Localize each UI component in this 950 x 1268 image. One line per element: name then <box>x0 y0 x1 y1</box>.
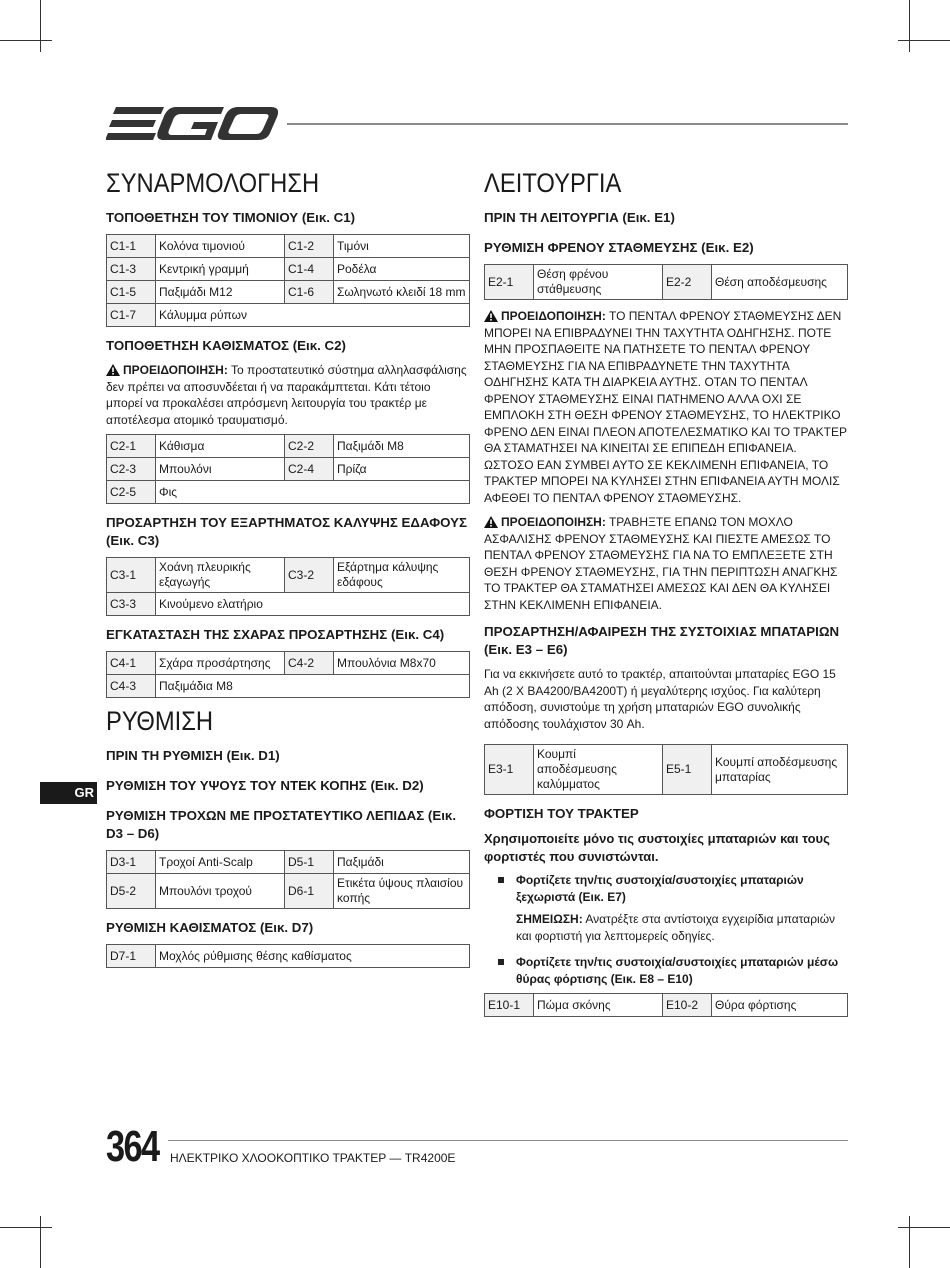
warning-c2 <box>106 362 470 428</box>
crop-mark <box>898 1227 950 1228</box>
table-cell: D6-1 <box>285 874 334 909</box>
table-cell: Κουμπί αποδέσμευσης καλύμματος <box>534 745 663 795</box>
note <box>484 911 848 944</box>
table-cell: C3-2 <box>285 558 334 593</box>
crop-mark <box>909 0 910 52</box>
table-cell: E10-1 <box>485 994 534 1017</box>
paragraph-e3: Για να εκκινήσετε αυτό το τρακτέρ, απαιτούνται μπαταρίες EGO 15 Ah (2 X BA4200/BA4200T) ή μεγαλύτερης ισχύος. Για καλύτερη απόδοση, συνιστούμε τη χρήση μπαταριών EGO συνολικής απόδοσης τουλάχιστον 30 Ah. <box>484 667 836 731</box>
table-cell: Θέση αποδέσμευσης <box>712 265 848 300</box>
heading-d2: ΡΥΘΜΙΣΗ ΤΟΥ ΥΨΟΥΣ ΤΟΥ ΝΤΕΚ ΚΟΠΗΣ (Εικ. D2) <box>106 778 424 793</box>
note-label: ΣΗΜΕΙΩΣΗ: <box>516 912 583 926</box>
table-cell: C2-3 <box>107 458 156 481</box>
heading-c4: ΕΓΚΑΤΑΣΤΑΣΗ ΤΗΣ ΣΧΑΡΑΣ ΠΡΟΣΑΡΤΗΣΗΣ (Εικ. C4) <box>106 627 445 642</box>
warning-e2-a <box>484 308 848 506</box>
charge-list <box>484 954 848 987</box>
table-row <box>107 235 470 258</box>
heading-d1: ΠΡΙΝ ΤΗ ΡΥΘΜΙΣΗ (Εικ. D1) <box>106 748 280 763</box>
bullet-icon <box>498 959 504 965</box>
crop-mark <box>0 1227 52 1228</box>
table-row <box>107 851 470 874</box>
right-column <box>484 168 848 1025</box>
parts-table-c4 <box>106 651 470 698</box>
parts-table-c3 <box>106 557 470 616</box>
table-cell: Παξιμάδι M8 <box>334 435 470 458</box>
table-cell: Θέση φρένου στάθμευσης <box>534 265 663 300</box>
parts-table-c1 <box>106 234 470 327</box>
page-number: 364 <box>106 1122 159 1171</box>
table-row <box>485 994 848 1017</box>
list-item <box>484 954 848 987</box>
table-cell: D5-1 <box>285 851 334 874</box>
charge-list <box>484 872 848 905</box>
language-tab-label: GR <box>74 785 94 800</box>
warning-e2-b <box>484 514 848 613</box>
table-row <box>107 304 470 327</box>
heading-charge: ΦΟΡΤΙΣΗ ΤΟΥ ΤΡΑΚΤΕΡ <box>484 806 639 821</box>
table-cell: Μοχλός ρύθμισης θέσης καθίσματος <box>156 945 470 968</box>
section-title-assembly: ΣΥΝΑΡΜΟΛΟΓΗΣΗ <box>106 168 320 198</box>
warning-text: Το προστατευτικό σύστημα αλληλασφάλισης δεν πρέπει να αποσυνδέεται ή να παρακάμπτεται. Κάτι τέτοιο μπορεί να προκαλέσει απρόσμενη λειτουργία του τρακτέρ με αποτέλεσμα ατομικό τραυματισμό. <box>106 363 467 427</box>
table-cell: C1-1 <box>107 235 156 258</box>
bullet-icon <box>498 877 504 883</box>
list-item-text: Φορτίζετε την/τις συστοιχία/συστοιχίες μπαταριών μέσω θύρας φόρτισης (Εικ. E8 – E10) <box>516 955 839 986</box>
list-item <box>484 872 848 905</box>
parts-table-d7 <box>106 944 470 968</box>
table-cell: C1-5 <box>107 281 156 304</box>
table-row <box>107 258 470 281</box>
table-row <box>107 435 470 458</box>
table-cell: C1-2 <box>285 235 334 258</box>
table-cell: E2-1 <box>485 265 534 300</box>
section-title-operation: ΛΕΙΤΟΥΡΓΙΑ <box>484 168 622 198</box>
footer-rule <box>168 1140 848 1141</box>
heading-c2: ΤΟΠΟΘΕΤΗΣΗ ΚΑΘΙΣΜΑΤΟΣ (Εικ. C2) <box>106 338 346 353</box>
parts-table-e3 <box>484 744 848 795</box>
ego-logo <box>106 103 278 145</box>
warning-label: ΠΡΟΕΙΔΟΠΟΙΗΣΗ: <box>501 309 606 323</box>
heading-d3: ΡΥΘΜΙΣΗ ΤΡΟΧΩΝ ΜΕ ΠΡΟΣΤΑΤΕΥΤΙΚΟ ΛΕΠΙΔΑΣ (Εικ. D3 – D6) <box>106 808 457 841</box>
table-cell: Μπουλόνι τροχού <box>156 874 285 909</box>
list-item-text: Φορτίζετε την/τις συστοιχία/συστοιχίες μπαταριών ξεχωριστά (Εικ. E7) <box>516 873 804 904</box>
heading-c1: ΤΟΠΟΘΕΤΗΣΗ ΤΟΥ ΤΙΜΟΝΙΟΥ (Εικ. C1) <box>106 210 356 225</box>
table-cell: C1-7 <box>107 304 156 327</box>
parts-table-d3 <box>106 850 470 909</box>
table-cell: C4-1 <box>107 652 156 675</box>
table-cell: C3-3 <box>107 593 156 616</box>
warning-label: ΠΡΟΕΙΔΟΠΟΙΗΣΗ: <box>123 363 228 377</box>
table-cell: C3-1 <box>107 558 156 593</box>
warning-icon <box>106 364 120 376</box>
table-cell: Τροχοί Anti-Scalp <box>156 851 285 874</box>
table-cell: D3-1 <box>107 851 156 874</box>
footer-title: ΗΛΕΚΤΡΙΚΟ ΧΛΟΟΚΟΠΤΙΚΟ ΤΡΑΚΤΕΡ — TR4200E <box>170 1151 456 1165</box>
table-cell: Πρίζα <box>334 458 470 481</box>
table-cell: C1-4 <box>285 258 334 281</box>
table-cell: Σωληνωτό κλειδί 18 mm <box>334 281 470 304</box>
heading-e2: ΡΥΘΜΙΣΗ ΦΡΕΝΟΥ ΣΤΑΘΜΕΥΣΗΣ (Εικ. E2) <box>484 240 754 255</box>
table-cell: Κολόνα τιμονιού <box>156 235 285 258</box>
table-cell: Σχάρα προσάρτησης <box>156 652 285 675</box>
paragraph-charge: Χρησιμοποιείτε μόνο τις συστοιχίες μπαταριών και τους φορτιστές που συνιστώνται. <box>484 831 830 864</box>
table-cell: Εξάρτημα κάλυψης εδάφους <box>334 558 470 593</box>
left-column <box>106 168 470 976</box>
table-row <box>107 874 470 909</box>
table-cell: E5-1 <box>663 745 712 795</box>
table-cell: C2-5 <box>107 481 156 504</box>
table-row <box>107 593 470 616</box>
crop-mark <box>898 40 950 41</box>
table-cell: Κάθισμα <box>156 435 285 458</box>
table-cell: D7-1 <box>107 945 156 968</box>
warning-icon <box>484 516 498 528</box>
table-row <box>107 945 470 968</box>
table-cell: E10-2 <box>663 994 712 1017</box>
crop-mark <box>909 1216 910 1268</box>
header-rule <box>287 123 848 125</box>
warning-text: ΤΡΑΒΗΞΤΕ ΕΠΑΝΩ ΤΟΝ ΜΟΧΛΟ ΑΣΦΑΛΙΣΗΣ ΦΡΕΝΟΥ ΣΤΑΘΜΕΥΣΗΣ ΚΑΙ ΠΙΕΣΤΕ ΑΜΕΣΩΣ ΤΟ ΠΕΝΤΑΛ ΦΡΕΝΟΥ ΣΤΑΘΜΕΥΣΗΣ ΓΙΑ ΝΑ ΤΟ ΕΜΠΛΕΞΕΤΕ ΣΤΗ ΘΕΣΗ ΦΡΕΝΟΥ ΣΤΑΘΜΕΥΣΗΣ, ΓΙΑ ΤΗΝ ΠΕΡΙΠΤΩΣΗ ΑΝΑΓΚΗΣ ΤΟ ΤΡΑΚΤΕΡ ΘΑ ΣΤΑΜΑΤΗΣΕΙ ΑΜΕΣΩΣ ΚΑΙ ΔΕΝ ΘΑ ΚΥΛΗΣΕΙ ΣΤΗΝ ΚΕΚΛΙΜΕΝΗ ΕΠΙΦΑΝΕΙΑ. <box>484 515 838 612</box>
note-text: Ανατρέξτε στα αντίστοιχα εγχειρίδια μπαταριών και φορτιστή για λεπτομερείς οδηγίες. <box>516 912 836 943</box>
table-cell: Μπουλόνια M8x70 <box>334 652 470 675</box>
table-cell: Κουμπί αποδέσμευσης μπαταρίας <box>712 745 848 795</box>
parts-table-c2 <box>106 434 470 504</box>
table-cell: Φις <box>156 481 470 504</box>
table-row <box>107 458 470 481</box>
table-cell: Ροδέλα <box>334 258 470 281</box>
table-cell: Τιμόνι <box>334 235 470 258</box>
table-cell: C4-2 <box>285 652 334 675</box>
table-cell: Παξιμάδι <box>334 851 470 874</box>
table-cell: Κάλυμμα ρύπων <box>156 304 470 327</box>
table-cell: C4-3 <box>107 675 156 698</box>
table-cell: E2-2 <box>663 265 712 300</box>
warning-icon <box>484 310 498 322</box>
table-cell: Παξιμάδι M12 <box>156 281 285 304</box>
table-cell: E3-1 <box>485 745 534 795</box>
table-row <box>107 675 470 698</box>
table-cell: Θύρα φόρτισης <box>712 994 848 1017</box>
heading-c3: ΠΡΟΣΑΡΤΗΣΗ ΤΟΥ ΕΞΑΡΤΗΜΑΤΟΣ ΚΑΛΥΨΗΣ ΕΔΑΦΟΥΣ (Εικ. C3) <box>106 515 467 548</box>
table-row <box>107 652 470 675</box>
table-cell: D5-2 <box>107 874 156 909</box>
crop-mark <box>0 40 52 41</box>
table-row <box>107 281 470 304</box>
table-cell: C1-6 <box>285 281 334 304</box>
language-tab <box>40 782 97 804</box>
heading-d7: ΡΥΘΜΙΣΗ ΚΑΘΙΣΜΑΤΟΣ (Εικ. D7) <box>106 920 314 935</box>
table-cell: Μπουλόνι <box>156 458 285 481</box>
table-cell: C1-3 <box>107 258 156 281</box>
table-cell: Παξιμάδια M8 <box>156 675 470 698</box>
crop-mark <box>40 0 41 52</box>
warning-label: ΠΡΟΕΙΔΟΠΟΙΗΣΗ: <box>501 515 606 529</box>
warning-text: ΤΟ ΠΕΝΤΑΛ ΦΡΕΝΟΥ ΣΤΑΘΜΕΥΣΗΣ ΔΕΝ ΜΠΟΡΕΙ ΝΑ ΕΠΙΒΡΑΔΥΝΕΙ ΤΗΝ ΤΑΧΥΤΗΤΑ ΟΔΗΓΗΣΗΣ. ΠΟΤΕ ΜΗΝ ΠΡΟΣΠΑΘΕΙΤΕ ΝΑ ΠΑΤΗΣΕΤΕ ΤΟ ΠΕΝΤΑΛ ΦΡΕΝΟΥ ΣΤΑΘΜΕΥΣΗΣ ΓΙΑ ΝΑ ΕΠΙΒΡΑΔΥΝΕΤΕ ΤΗΝ ΤΑΧΥΤΗΤΑ ΟΔΗΓΗΣΗΣ ΚΑΤΑ ΤΗ ΔΙΑΡΚΕΙΑ ΑΥΤΗΣ. ΟΤΑΝ ΤΟ ΠΕΝΤΑΛ ΦΡΕΝΟΥ ΣΤΑΘΜΕΥΣΗΣ ΕΙΝΑΙ ΠΑΤΗΜΕΝΟ ΑΛΛΑ ΟΧΙ ΣΕ ΕΜΠΛΟΚΗ ΣΤΗ ΘΕΣΗ ΦΡΕΝΟΥ ΣΤΑΘΜΕΥΣΗΣ, ΤΟ ΗΛΕΚΤΡΙΚΟ ΦΡΕΝΟ ΔΕΝ ΕΙΝΑΙ ΠΛΕΟΝ ΑΠΟΤΕΛΕΣΜΑΤΙΚΟ ΚΑΙ ΤΟ ΤΡΑΚΤΕΡ ΘΑ ΣΤΑΜΑΤΗΣΕΙ ΝΑ ΚΙΝΕΙΤΑΙ ΣΕ ΕΠΙΠΕΔΗ ΕΠΙΦΑΝΕΙΑ. ΩΣΤΟΣΟ ΕΑΝ ΣΥΜΒΕΙ ΑΥΤΟ ΣΕ ΚΕΚΛΙΜΕΝΗ ΕΠΙΦΑΝΕΙΑ, ΤΟ ΤΡΑΚΤΕΡ ΜΠΟΡΕΙ ΝΑ ΚΥΛΗΣΕΙ ΣΤΗΝ ΕΠΙΦΑΝΕΙΑ ΑΥΤΗ ΜΟΛΙΣ ΑΦΕΘΕΙ ΤΟ ΠΕΝΤΑΛ ΦΡΕΝΟΥ ΣΤΑΘΜΕΥΣΗΣ. <box>484 309 847 505</box>
heading-e3: ΠΡΟΣΑΡΤΗΣΗ/ΑΦΑΙΡΕΣΗ ΤΗΣ ΣΥΣΤΟΙΧΙΑΣ ΜΠΑΤΑΡΙΩΝ (Εικ. E3 – E6) <box>484 624 840 657</box>
table-cell: Κεντρική γραμμή <box>156 258 285 281</box>
table-cell: C2-2 <box>285 435 334 458</box>
table-row <box>485 265 848 300</box>
table-row <box>485 745 848 795</box>
table-row <box>107 558 470 593</box>
table-cell: C2-4 <box>285 458 334 481</box>
parts-table-e2 <box>484 264 848 300</box>
table-cell: Χοάνη πλευρικής εξαγωγής <box>156 558 285 593</box>
table-cell: C2-1 <box>107 435 156 458</box>
table-cell: Πώμα σκόνης <box>534 994 663 1017</box>
table-cell: Ετικέτα ύψους πλαισίου κοπής <box>334 874 470 909</box>
heading-e1: ΠΡΙΝ ΤΗ ΛΕΙΤΟΥΡΓΙΑ (Εικ. E1) <box>484 210 675 225</box>
table-row <box>107 481 470 504</box>
crop-mark <box>40 1216 41 1268</box>
table-cell: Κινούμενο ελατήριο <box>156 593 470 616</box>
parts-table-e10 <box>484 993 848 1017</box>
section-title-adjust: ΡΥΘΜΙΣΗ <box>106 706 214 736</box>
